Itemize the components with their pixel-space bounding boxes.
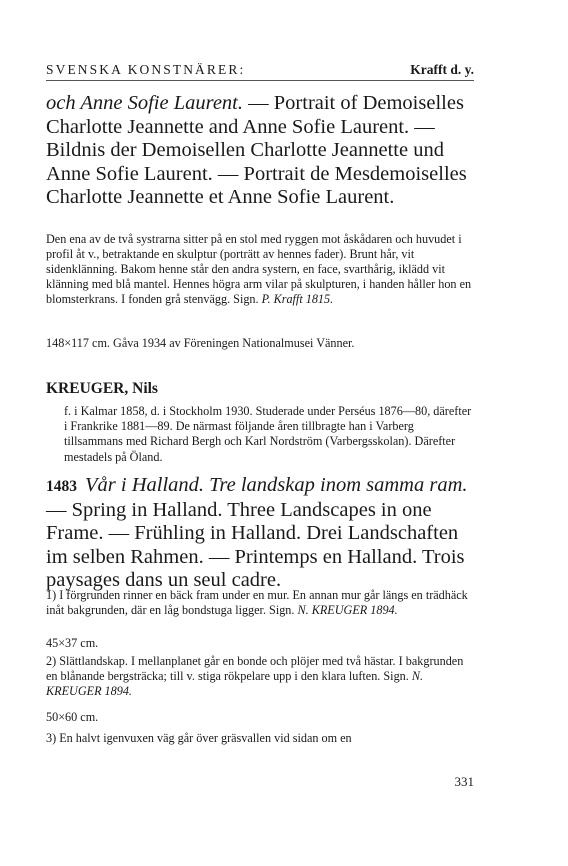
prev-entry-title-italic: och Anne Sofie Laurent.	[46, 92, 244, 114]
entry-title-translations: — Spring in Halland. Three Landscapes in one Frame. — Frühling in Halland. Drei Landschaften im selben Rahmen. — Printemps en Halland. Trois paysages dans un seul cadre.	[46, 498, 465, 592]
prev-entry-signature: P. Krafft 1815.	[261, 292, 334, 306]
header-rule	[46, 80, 474, 81]
running-header	[46, 62, 474, 82]
running-title: SVENSKA KONSTNÄRER:	[46, 62, 246, 77]
prev-entry-title	[46, 92, 474, 210]
artist-biography: f. i Kalmar 1858, d. i Stockholm 1930. Studerade under Perséus 1876—80, därefter i Frankrike 1881—89. De närmast följande åren tillbragte han i Varberg tillsammans med Richard Bergh och Karl Nordström (Varbergsskolan). Därefter mestadels på Öland.	[64, 404, 472, 464]
entry-part-1-description	[46, 588, 474, 618]
artist-heading: KREUGER, Nils	[46, 380, 158, 397]
entry-part-2-signature: N. KREUGER 1894.	[46, 669, 424, 698]
entry-title-italic: Vår i Halland. Tre landskap inom samma ram.	[85, 474, 468, 496]
entry-part-1-dimensions: 45×37 cm.	[46, 636, 99, 650]
catalogue-number: 1483	[46, 478, 77, 495]
artist-tag: Krafft d. y.	[410, 62, 474, 77]
entry-part-2-dimensions: 50×60 cm.	[46, 710, 99, 724]
entry-part-1-signature: N. KREUGER 1894.	[297, 603, 398, 617]
entry-part-2-text: 2) Slättlandskap. I mellanplanet går en bonde och plöjer med två hästar. I bakgrunden en blånande bergsträcka; till v. stiga rökpelare upp i den klara luften. Sign.	[46, 654, 464, 683]
prev-entry-description	[46, 232, 474, 307]
page-number: 331	[454, 774, 474, 789]
entry-title	[46, 474, 474, 593]
entry-part-3-description: 3) En halvt igenvuxen väg går över gräsvallen vid sidan om en	[46, 731, 352, 745]
entry-part-1-text: 1) I förgrunden rinner en bäck fram under en mur. En annan mur går längs en trädhäck inåt bakgrunden, där en låg bondstuga ligger. Sign.	[46, 588, 468, 617]
entry-part-2-description	[46, 654, 474, 699]
prev-entry-title-translations: — Portrait of Demoiselles Charlotte Jeannette and Anne Sofie Laurent. — Bildnis der Demoisellen Charlotte Jeannette und Anne Sofie Laurent. — Portrait de Mesdemoiselles Charlotte Jeannette et Anne Sofie Laurent.	[46, 92, 467, 209]
prev-entry-description-text: Den ena av de två systrarna sitter på en stol med ryggen mot åskådaren och huvudet i profil åt v., betraktande en skulptur (porträtt av hennes fader). Brunt hår, vit sidenklänning. Bakom henne står den andra systern, en face, svarthårig, iklädd vit klänning med blå mantel. Hennes högra arm vilar på skulpturen, i handen håller hon en blomsterkrans. I fonden grå stenvägg. Sign.	[46, 232, 472, 306]
prev-entry-dimensions: 148×117 cm. Gåva 1934 av Föreningen Nationalmusei Vänner.	[46, 336, 355, 350]
